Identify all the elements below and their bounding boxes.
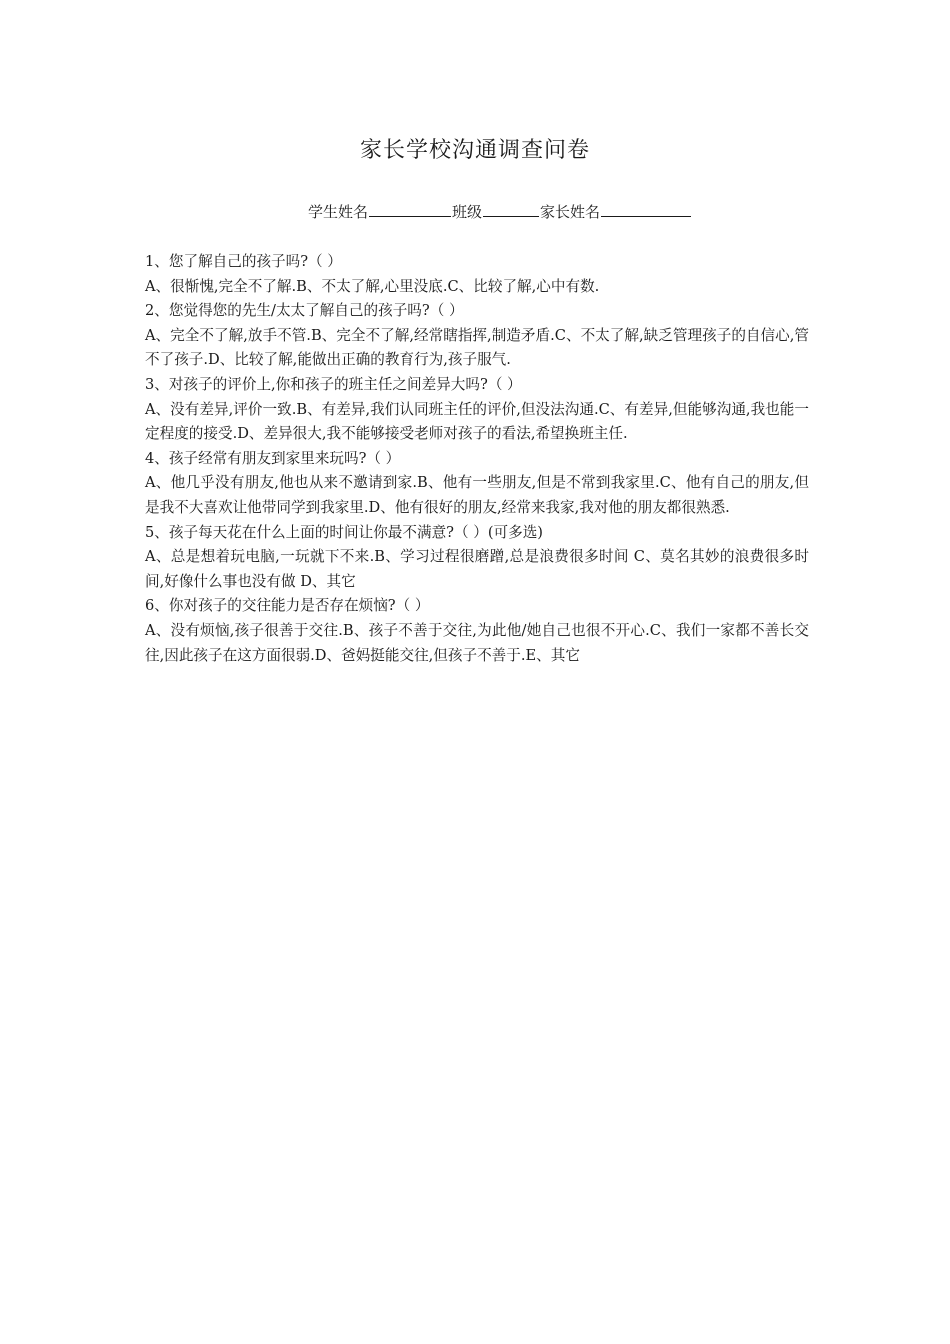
options-4: A、他几乎没有朋友,他也从来不邀请到家.B、他有一些朋友,但是不常到我家里.C、他有自己的朋友,但是我不大喜欢让他带同学到我家里.D、他有很好的朋友,经常来我家,我对他的朋友都很熟悉. (145, 474, 809, 516)
question-4: 4、孩子经常有朋友到家里来玩吗?（ ） (145, 449, 401, 467)
question-1: 1、您了解自己的孩子吗?（ ） (145, 253, 342, 270)
class-label: 班级 (451, 203, 482, 221)
parent-name-label: 家长姓名 (540, 203, 601, 221)
options-2: A、完全不了解,放手不管.B、完全不了解,经常瞎指挥,制造矛盾.C、不太了解,缺乏管理孩子的自信心,管不了孩子.D、比较了解,能做出正确的教育行为,孩子服气. (145, 326, 809, 369)
document-title: 家长学校沟通调查问卷 (359, 138, 590, 163)
question-2: 2、您觉得您的先生/太太了解自己的孩子吗?（ ） (145, 302, 464, 320)
options-3: A、没有差异,评价一致.B、有差异,我们认同班主任的评价,但没法沟通.C、有差异,但能够沟通,我也能一定程度的接受.D、差异很大,我不能够接受老师对孩子的看法,希望换班主任. (145, 400, 809, 443)
question-6: 6、你对孩子的交往能力是否存在烦恼?（ ） (145, 597, 430, 615)
question-3: 3、对孩子的评价上,你和孩子的班主任之间差异大吗?（ ） (145, 375, 522, 393)
options-1: A、很惭愧,完全不了解.B、不太了解,心里没底.C、比较了解,心中有数. (145, 277, 600, 295)
options-5: A、总是想着玩电脑,一玩就下不来.B、学习过程很磨蹭,总是浪费很多时间 C、莫名其妙的浪费很多时间,好像什么事也没有做 D、其它 (145, 548, 809, 590)
question-list (145, 250, 809, 668)
info-line (0, 200, 950, 224)
student-name-label: 学生姓名 (307, 203, 368, 221)
question-5: 5、孩子每天花在什么上面的时间让你最不满意?（ ）(可多选) (145, 523, 543, 541)
options-6: A、没有烦恼,孩子很善于交往.B、孩子不善于交往,为此他/她自己也很不开心.C、我们一家都不善长交往,因此孩子在这方面很弱.D、爸妈挺能交往,但孩子不善于.E、其它 (145, 621, 809, 664)
class-blank[interactable] (483, 200, 539, 217)
parent-name-blank[interactable] (601, 200, 691, 217)
student-name-blank[interactable] (369, 200, 451, 217)
